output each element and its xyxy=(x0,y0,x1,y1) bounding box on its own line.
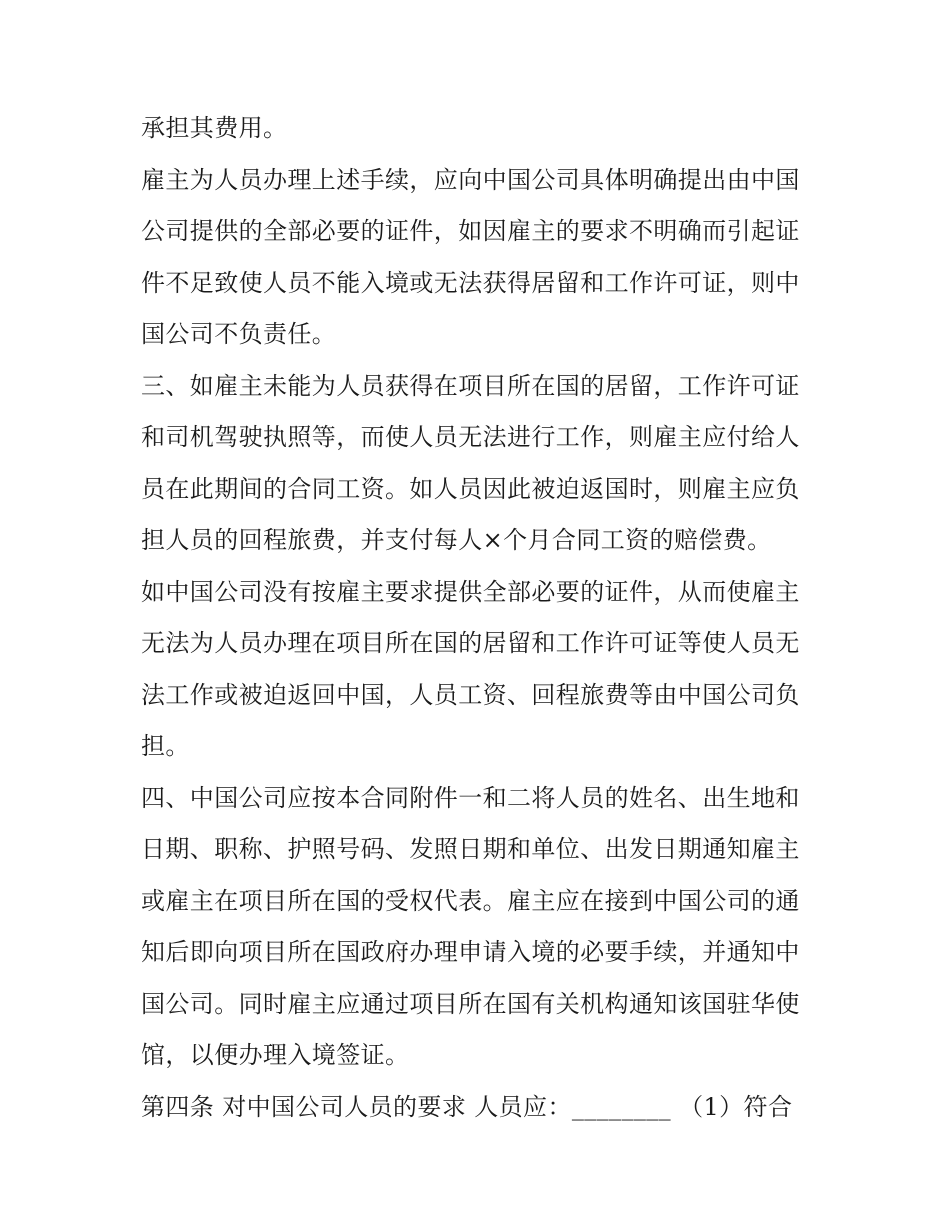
paragraph-cost-bearing xyxy=(141,103,817,155)
text-line: 日期、职称、护照号码、发照日期和单位、出发日期通知雇主 xyxy=(141,835,800,863)
text-line: 担。 xyxy=(141,732,190,760)
text-line: 国公司。同时雇主应通过项目所在国有关机构通知该国驻华使 xyxy=(141,989,800,1018)
text-line: 承担其费用。 xyxy=(141,114,288,142)
text-line: 四、中国公司应按本合同附件一和二将人员的姓名、出生地和 xyxy=(141,783,800,812)
text-line: 公司提供的全部必要的证件，如因雇主的要求不明确而引起证 xyxy=(141,217,800,245)
text-line: 知后即向项目所在国政府办理申请入境的必要手续，并通知中 xyxy=(141,938,800,966)
text-line: 如中国公司没有按雇主要求提供全部必要的证件，从而使雇主 xyxy=(141,577,800,606)
text-line: 第四条 对中国公司人员的要求 人员应：________ （1）符合 xyxy=(141,1092,793,1121)
text-line: 三、如雇主未能为人员获得在项目所在国的居留，工作许可证 xyxy=(141,371,800,400)
paragraph-clause-three xyxy=(141,361,817,567)
paragraph-clause-four xyxy=(141,773,817,1082)
text-line: 担人员的回程旅费，并支付每人×个月合同工资的赔偿费。 xyxy=(141,526,772,554)
text-line: 雇主为人员办理上述手续，应向中国公司具体明确提出由中国 xyxy=(141,165,800,194)
paragraph-employer-procedures xyxy=(141,155,817,361)
text-line: 件不足致使人员不能入境或无法获得居留和工作许可证，则中 xyxy=(141,268,800,297)
paragraph-article-four-heading xyxy=(141,1082,817,1134)
document-body xyxy=(141,103,817,1133)
paragraph-company-documents xyxy=(141,567,817,773)
text-line: 馆，以便办理入境签证。 xyxy=(141,1041,410,1069)
text-line: 和司机驾驶执照等，而使人员无法进行工作，则雇主应付给人 xyxy=(141,423,800,451)
text-line: 员在此期间的合同工资。如人员因此被迫返国时，则雇主应负 xyxy=(141,474,800,503)
text-line: 法工作或被迫返回中国，人员工资、回程旅费等由中国公司负 xyxy=(141,680,800,709)
text-line: 或雇主在项目所在国的受权代表。雇主应在接到中国公司的通 xyxy=(141,886,800,915)
text-line: 无法为人员办理在项目所在国的居留和工作许可证等使人员无 xyxy=(141,629,800,657)
text-line: 国公司不负责任。 xyxy=(141,320,337,348)
